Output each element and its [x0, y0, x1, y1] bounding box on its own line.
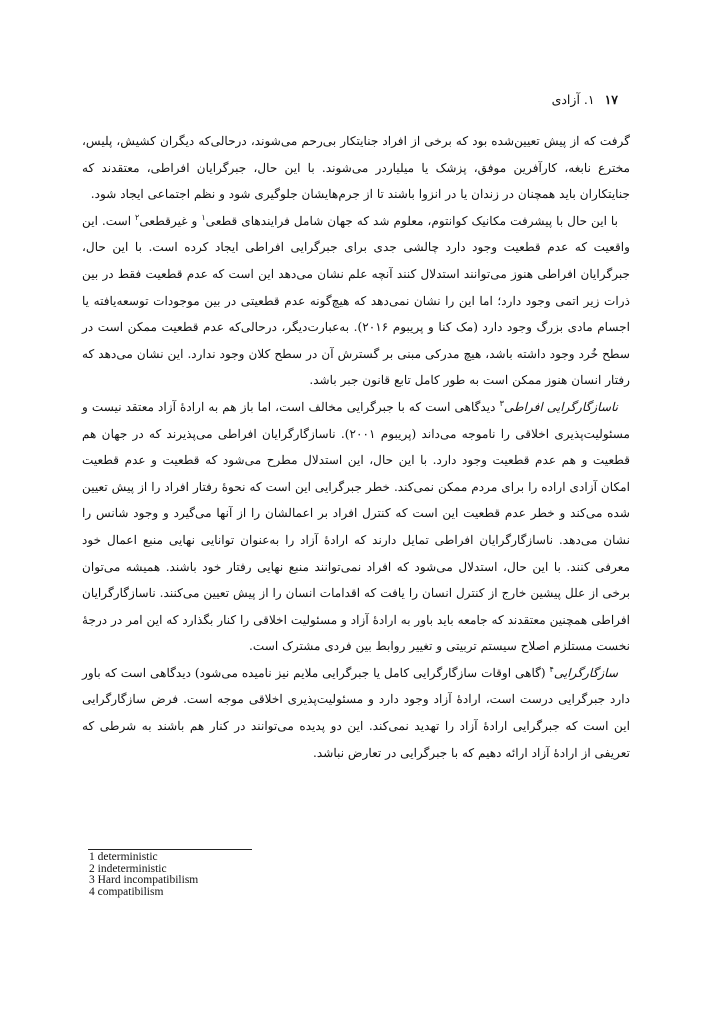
paragraph [82, 660, 630, 766]
paragraph-text: و غیرقطعی [139, 213, 202, 228]
running-header [552, 92, 618, 107]
paragraph [82, 208, 630, 394]
paragraph-text: دیدگاهی است که با جبرگرایی مخالف است، اما باز هم به ارادهٔ آزاد معتقد نیست و مسئولیت‌پذیری اخلاقی را ناموجه می‌داند (پریبوم ۲۰۰۱). ناسازگارگرایان افراطی می‌پذیرند که در جهان هم قطعیت و هم عدم قطعیت وجود دارد. با این حال، این استدلال مطرح می‌شود که قطعیت و عدم قطعیت امکان آزادی اراده را برای مردم ممکن نمی‌کند. خطر جبرگرایی این است که نحوهٔ رفتار افراد را از پیش تعیین شده می‌کند و خطر عدم قطعیت این است که کنترل افراد بر اعمالشان را از آنها می‌گیرد و وجود شانس را نشان می‌دهد. ناسازگارگرایان افراطی تمایل دارند که ارادهٔ آزاد را به‌عنوان توانایی نهایی منبع اعمال خود معرفی کنند. با این حال، استدلال می‌شود که افراد نمی‌توانند منبع نهایی رفتار خود باشند. همیشه می‌توان برخی از علل پیشین خارج از کنترل انسان را یافت که اقدامات انسان را از پیش تعیین می‌کنند. ناسازگارگرایان افراطی همچنین معتقدند که جامعه باید باور به ارادهٔ آزاد و مسئولیت اخلاقی را کنار بگذارد که این امر در درجهٔ نخست مستلزم اصلاح سیستم تربیتی و تغییر روابط بین فردی مشترک است. [82, 399, 630, 654]
paragraph-text: است. این واقعیت که عدم قطعیت وجود دارد چالشی جدی برای جبرگرایی افراطی ایجاد کرده است. با این حال، جبرگرایان افراطی هنوز می‌توانند استدلال کنند آنچه علم نشان می‌دهد این است که عدم قطعیت فقط در بین ذرات زیر اتمی وجود دارد؛ اما این را نشان نمی‌دهد که هیچ‌گونه عدم قطعیتی در بین موجودات توسعه‌یافته یا اجسام مادی بزرگ وجود دارد (مک کنا و پریبوم ۲۰۱۶). به‌عبارت‌دیگر، درحالی‌که عدم قطعیت ممکن است در سطح خُرد وجود داشته باشد، هیچ مدرکی مبنی بر گسترش آن در سطح کلان وجود ندارد. این نشان می‌دهد که رفتار انسان هنوز ممکن است به طور کامل تابع قانون جبر باشد. [82, 213, 630, 388]
page-number: ۱۷ [604, 92, 618, 107]
paragraph-text: (گاهی اوقات سازگارگرایی کامل یا جبرگرایی ملایم نیز نامیده می‌شود) دیدگاهی است که باور دارد جبرگرایی درست است، ارادهٔ آزاد وجود دارد و مسئولیت‌پذیری اخلاقی موجه است. فرض سازگارگرایی این است که جبرگرایی ارادهٔ آزاد را تهدید نمی‌کند. این دو پدیده می‌توانند در کنار هم باشند به شرطی که تعریفی از ارادهٔ آزاد ارائه دهیم که با جبرگرایی در تعارض نباشد. [82, 665, 630, 760]
footnote-marker: ۲ [135, 212, 140, 222]
italic-term: سازگارگرایی [553, 665, 618, 680]
paragraph-text: با این حال با پیشرفت مکانیک کوانتوم، معلوم شد که جهان شامل فرایندهای قطعی [205, 213, 618, 228]
footnote-divider [88, 849, 252, 850]
running-title: ۱. آزادی [551, 92, 595, 107]
paragraph [82, 128, 630, 208]
footnote: 1 deterministic [89, 851, 158, 863]
footnote: 2 indeterministic [89, 862, 167, 875]
footnote-marker: ۱ [201, 212, 206, 222]
italic-term: ناسازگارگرایی افراطی [503, 399, 619, 414]
paragraph [82, 394, 630, 660]
footnote-marker: ۳ [499, 398, 504, 408]
footnote-marker: ۴ [549, 664, 554, 674]
footnote: 4 compatibilism [89, 885, 164, 898]
body-text [82, 128, 630, 766]
footnotes [89, 852, 198, 898]
paragraph-text: گرفت که از پیش تعیین‌شده بود که برخی از افراد جنایتکار بی‌رحم می‌شوند، درحالی‌که دیگران کشیش، پلیس، مخترع نابغه، کارآفرین موفق، پزشک یا میلیاردر می‌شوند. با این حال، جبرگرایان افراطی، معتقدند که جنایتکاران باید همچنان در زندان یا در انزوا باشند تا از جرم‌هایشان جلوگیری شود و نظم اجتماعی ایجاد شود. [82, 134, 630, 202]
footnote: 3 Hard incompatibilism [89, 874, 199, 887]
